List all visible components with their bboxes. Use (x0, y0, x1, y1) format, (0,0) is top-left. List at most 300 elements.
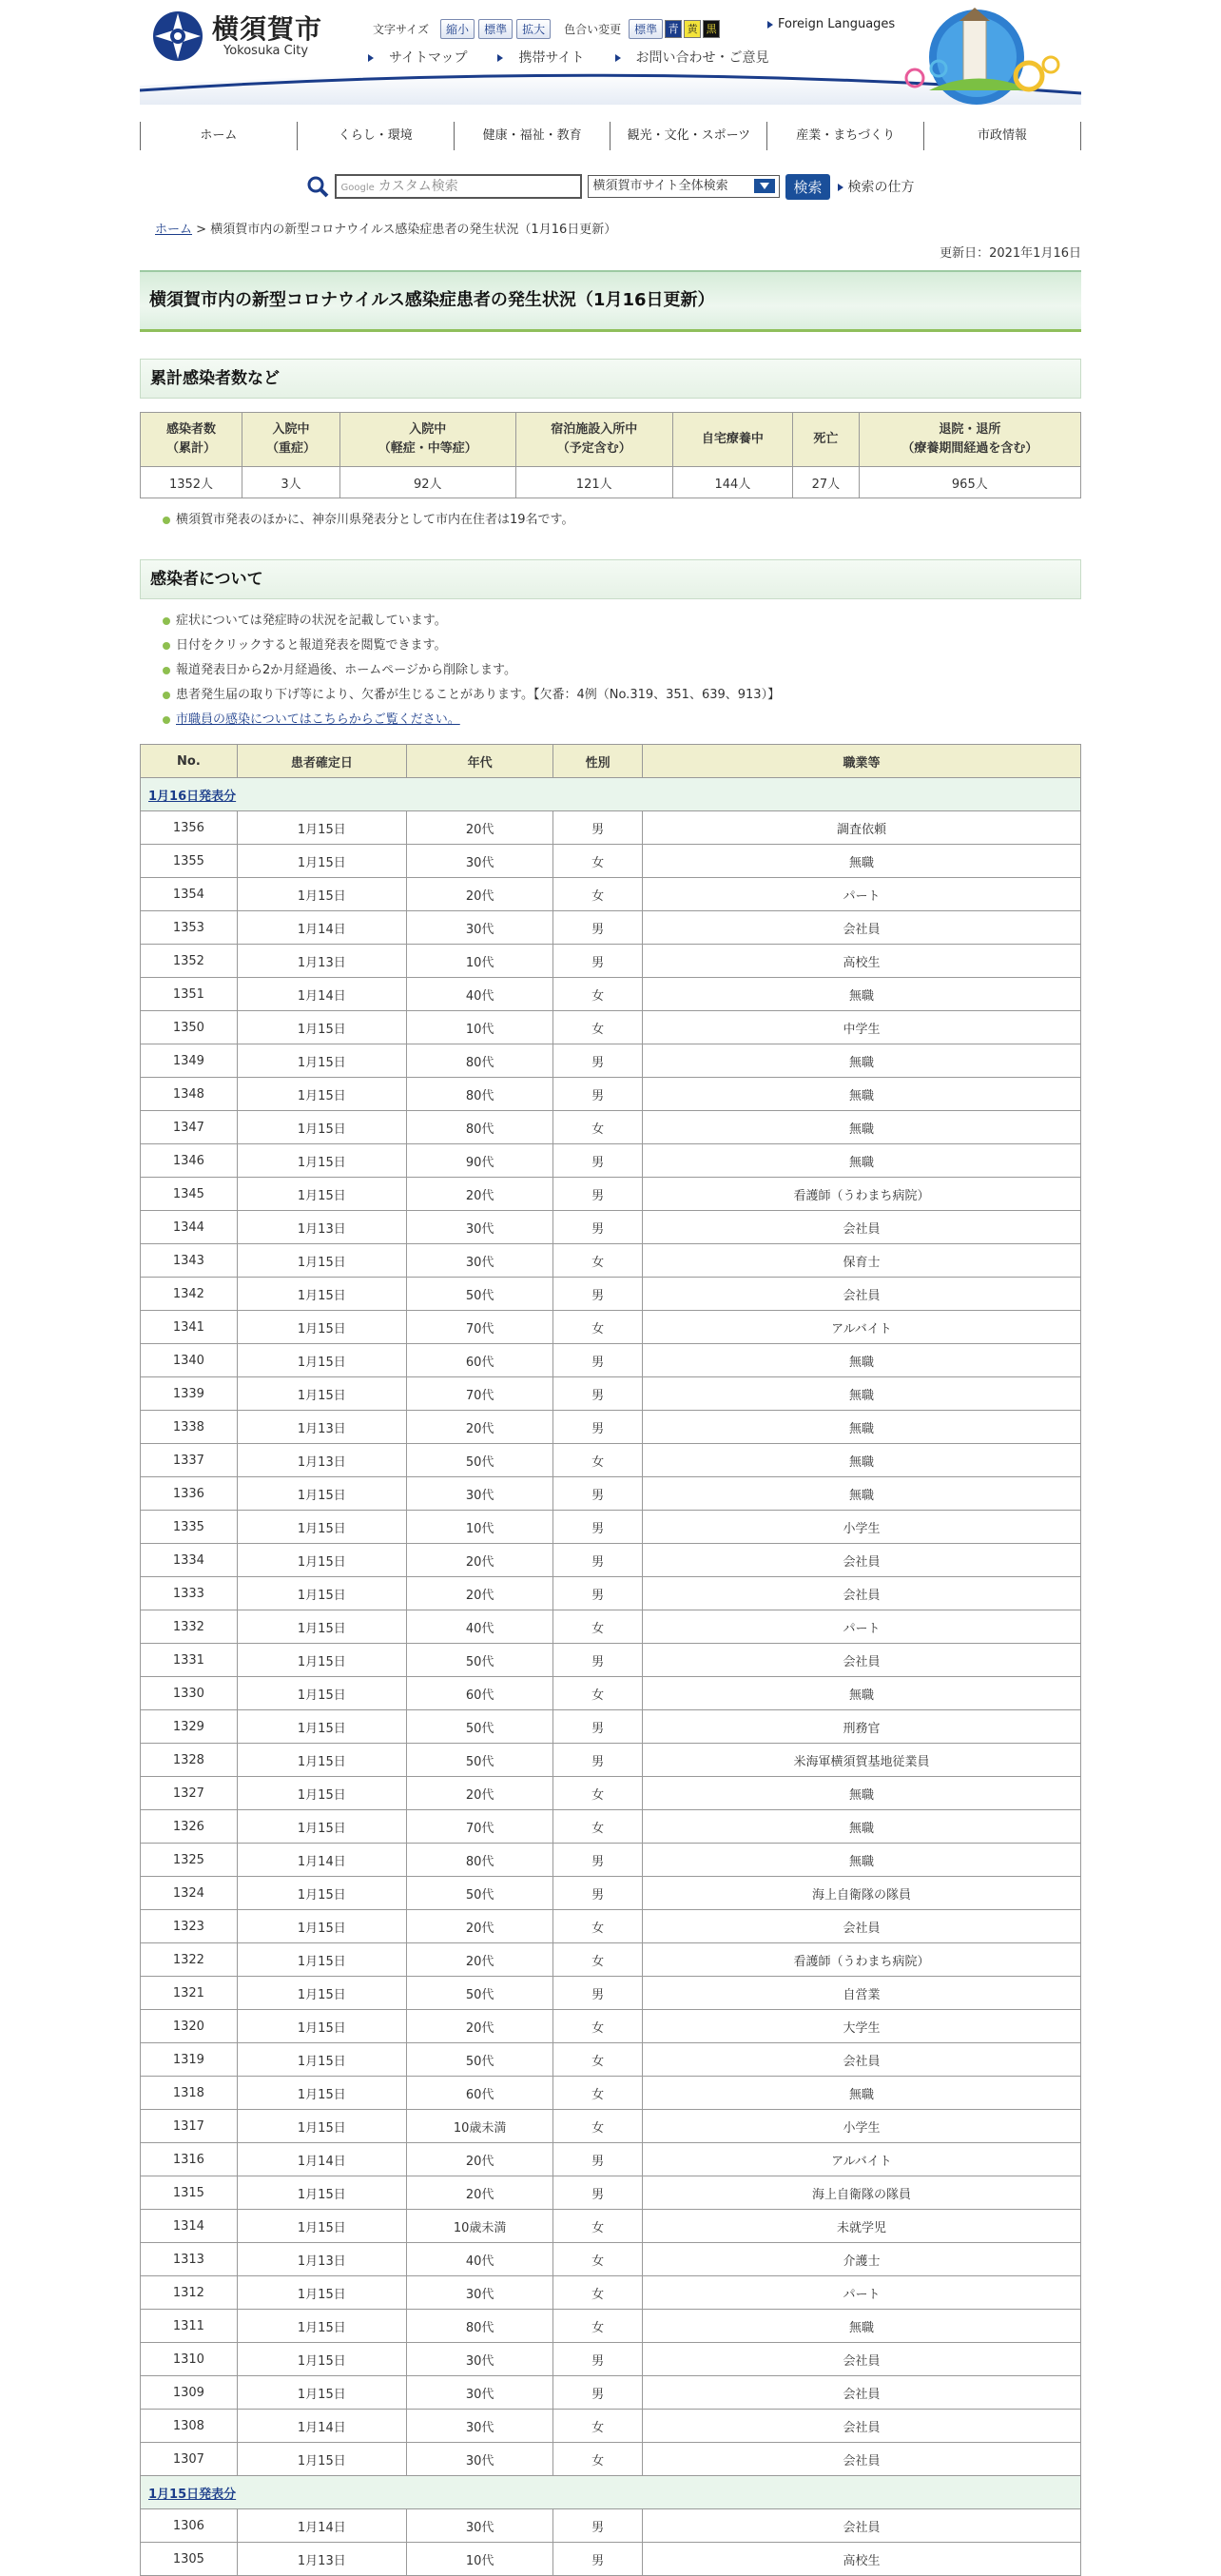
about-note: 報道発表日から2か月経過後、ホームページから削除します。 (163, 658, 1081, 683)
breadcrumb-separator: > (196, 223, 207, 237)
table-cell: 10歳未満 (406, 2110, 553, 2143)
table-cell: 1338 (141, 1411, 238, 1444)
breadcrumb-home[interactable]: ホーム (155, 223, 193, 237)
table-row (141, 2310, 1081, 2343)
sitemap-link[interactable]: サイトマップ (368, 48, 482, 67)
table-cell: 20代 (406, 2010, 553, 2043)
table-cell: 男 (553, 811, 643, 845)
summary-header-line: 入院中 (409, 422, 447, 437)
table-cell: 1309 (141, 2376, 238, 2410)
table-cell: 60代 (406, 1677, 553, 1710)
table-cell: 1305 (141, 2543, 238, 2576)
table-cell: 女 (553, 1910, 643, 1943)
table-cell: 1月15日 (237, 1710, 406, 1744)
nav-city-info[interactable]: 市政情報 (924, 122, 1081, 150)
table-cell: 無職 (642, 1844, 1080, 1877)
table-cell: 男 (553, 1877, 643, 1910)
table-cell: 30代 (406, 2376, 553, 2410)
table-row (141, 1111, 1081, 1144)
table-cell: 50代 (406, 2043, 553, 2077)
table-cell: 80代 (406, 2310, 553, 2343)
table-cell: 女 (553, 2410, 643, 2443)
table-cell: 1月15日 (237, 1511, 406, 1544)
table-cell: 1月15日 (237, 1777, 406, 1810)
table-cell: 小学生 (642, 2110, 1080, 2143)
table-row (141, 811, 1081, 845)
press-release-date-link[interactable]: 1月16日発表分 (148, 789, 237, 804)
table-cell: パート (642, 878, 1080, 911)
summary-header-sub: （療養期間経過を含む） (901, 441, 1038, 456)
table-cell: 30代 (406, 1477, 553, 1511)
table-cell: 60代 (406, 2077, 553, 2110)
table-cell: 1314 (141, 2210, 238, 2243)
table-cell: 20代 (406, 1777, 553, 1810)
table-cell: 20代 (406, 878, 553, 911)
table-cell: 調査依頼 (642, 811, 1080, 845)
table-cell: 1326 (141, 1810, 238, 1844)
table-cell: 1月15日 (237, 1810, 406, 1844)
table-cell: 海上自衛隊の隊員 (642, 1877, 1080, 1910)
table-cell: 刑務官 (642, 1710, 1080, 1744)
table-cell: アルバイト (642, 1311, 1080, 1344)
table-cell: 男 (553, 1211, 643, 1244)
table-cell: 1月14日 (237, 2410, 406, 2443)
table-cell: 1329 (141, 1710, 238, 1744)
table-cell: 1月15日 (237, 1477, 406, 1511)
summary-value-cell: 1352人 (141, 467, 242, 498)
accessibility-tools (373, 19, 720, 39)
table-cell: 看護師（うわまち病院） (642, 1178, 1080, 1211)
table-cell: 30代 (406, 2343, 553, 2376)
table-row (141, 1244, 1081, 1278)
cases-group-row (141, 778, 1081, 811)
nav-industry[interactable]: 産業・まちづくり (767, 122, 924, 150)
table-cell: 1324 (141, 1877, 238, 1910)
table-cell: パート (642, 1610, 1080, 1644)
table-row (141, 1610, 1081, 1644)
arrow-right-icon (368, 54, 374, 62)
table-cell: 1月15日 (237, 1144, 406, 1178)
table-cell: 大学生 (642, 2010, 1080, 2043)
table-cell: 1月15日 (237, 1344, 406, 1377)
table-cell: 1月15日 (237, 2010, 406, 2043)
table-row (141, 2243, 1081, 2276)
table-row (141, 1910, 1081, 1943)
table-cell: 1月15日 (237, 1044, 406, 1078)
table-cell: 30代 (406, 2509, 553, 2543)
table-cell: 1325 (141, 1844, 238, 1877)
table-cell: 40代 (406, 2243, 553, 2276)
table-cell: 会社員 (642, 1644, 1080, 1677)
table-row (141, 2043, 1081, 2077)
table-cell: 1月15日 (237, 1011, 406, 1044)
table-cell: 無職 (642, 1377, 1080, 1411)
table-cell: 1336 (141, 1477, 238, 1511)
arrow-right-icon (497, 54, 503, 62)
table-cell: 70代 (406, 1377, 553, 1411)
table-cell: 会社員 (642, 2410, 1080, 2443)
table-row (141, 1078, 1081, 1111)
table-cell: 1319 (141, 2043, 238, 2077)
table-row (141, 1044, 1081, 1078)
table-cell: 1月14日 (237, 911, 406, 945)
summary-value-row (141, 467, 1081, 498)
table-cell: 1320 (141, 2010, 238, 2043)
table-cell: 1333 (141, 1577, 238, 1610)
breadcrumb-current: 横須賀市内の新型コロナウイルス感染症患者の発生状況（1月16日更新） (210, 223, 617, 237)
table-row (141, 1677, 1081, 1710)
table-cell: 30代 (406, 2410, 553, 2443)
table-cell: 50代 (406, 1644, 553, 1677)
nav-tourism[interactable]: 観光・文化・スポーツ (610, 122, 767, 150)
table-cell: 会社員 (642, 2043, 1080, 2077)
table-cell: 高校生 (642, 945, 1080, 978)
table-row (141, 878, 1081, 911)
mobile-site-link[interactable]: 携帯サイト (497, 48, 599, 67)
table-cell: 男 (553, 2543, 643, 2576)
table-cell: 1343 (141, 1244, 238, 1278)
table-cell: 20代 (406, 1411, 553, 1444)
table-cell: 90代 (406, 1144, 553, 1178)
table-cell: 1318 (141, 2077, 238, 2110)
table-cell: 1月15日 (237, 811, 406, 845)
table-cell: 1334 (141, 1544, 238, 1577)
color-black-button[interactable]: 黒 (703, 20, 720, 38)
search-help-link[interactable]: 検索の仕方 (838, 177, 915, 196)
table-cell: 80代 (406, 1044, 553, 1078)
search-scope-select[interactable]: 横須賀市サイト全体検索 (588, 175, 780, 198)
table-cell: 30代 (406, 1211, 553, 1244)
table-cell: 1月15日 (237, 2443, 406, 2476)
table-cell: 1月15日 (237, 1977, 406, 2010)
table-cell: 会社員 (642, 1278, 1080, 1311)
table-cell: 50代 (406, 1744, 553, 1777)
site-search (140, 171, 1081, 202)
table-cell: 1331 (141, 1644, 238, 1677)
table-row (141, 1544, 1081, 1577)
table-cell: 女 (553, 1444, 643, 1477)
table-row (141, 2010, 1081, 2043)
table-cell: 1月15日 (237, 1877, 406, 1910)
cases-group-cell (141, 2476, 1081, 2509)
font-large-button[interactable]: 拡大 (516, 19, 551, 39)
table-cell: 1339 (141, 1377, 238, 1411)
table-cell: 無職 (642, 845, 1080, 878)
table-cell: 1月15日 (237, 1244, 406, 1278)
table-cell: 女 (553, 845, 643, 878)
table-cell: 女 (553, 1311, 643, 1344)
table-row (141, 2077, 1081, 2110)
table-cell: 1月15日 (237, 2077, 406, 2110)
table-cell: 男 (553, 1477, 643, 1511)
table-cell: 1353 (141, 911, 238, 945)
table-cell: 会社員 (642, 911, 1080, 945)
table-cell: 男 (553, 1844, 643, 1877)
font-small-button[interactable]: 縮小 (440, 19, 475, 39)
table-cell: 80代 (406, 1078, 553, 1111)
table-cell: 無職 (642, 1677, 1080, 1710)
table-row (141, 1311, 1081, 1344)
table-cell: 看護師（うわまち病院） (642, 1943, 1080, 1977)
table-cell: 会社員 (642, 1544, 1080, 1577)
table-row (141, 1943, 1081, 1977)
table-cell: 女 (553, 2276, 643, 2310)
table-cell: 女 (553, 878, 643, 911)
table-cell: 1月14日 (237, 2509, 406, 2543)
table-cell: 1月15日 (237, 845, 406, 878)
table-row (141, 2410, 1081, 2443)
table-cell: 女 (553, 2310, 643, 2343)
table-cell: 女 (553, 1610, 643, 1644)
summary-header-cell (793, 413, 860, 467)
table-cell: 1341 (141, 1311, 238, 1344)
cases-group-cell (141, 778, 1081, 811)
table-cell: 1月15日 (237, 1111, 406, 1144)
table-cell: 女 (553, 2210, 643, 2243)
table-cell: 男 (553, 1078, 643, 1111)
table-cell: 無職 (642, 978, 1080, 1011)
color-label: 色合い変更 (564, 23, 622, 36)
table-cell: 1350 (141, 1011, 238, 1044)
table-cell: 高校生 (642, 2543, 1080, 2576)
table-row (141, 1344, 1081, 1377)
table-cell: 1月15日 (237, 1577, 406, 1610)
table-row (141, 1411, 1081, 1444)
table-cell: 無職 (642, 1078, 1080, 1111)
header-links (368, 48, 800, 67)
table-row (141, 1211, 1081, 1244)
about-notes (163, 609, 1081, 732)
table-cell: 無職 (642, 1044, 1080, 1078)
table-cell: 会社員 (642, 2376, 1080, 2410)
city-logo[interactable] (151, 10, 322, 63)
table-cell: 女 (553, 2010, 643, 2043)
table-cell: 1月15日 (237, 2376, 406, 2410)
table-cell: 自営業 (642, 1977, 1080, 2010)
table-cell: 1月15日 (237, 1744, 406, 1777)
updated-date: 更新日：2021年1月16日 (940, 246, 1081, 261)
logo-japanese: 横須賀市 (212, 12, 323, 45)
logo-english: Yokosuka City (223, 43, 309, 58)
table-cell: 1月15日 (237, 2110, 406, 2143)
table-cell: 1321 (141, 1977, 238, 2010)
table-cell: 男 (553, 2376, 643, 2410)
color-yellow-button[interactable]: 黄 (684, 20, 701, 38)
cases-header-cell: 年代 (406, 745, 553, 778)
table-cell: 1317 (141, 2110, 238, 2143)
arrow-right-icon (615, 54, 621, 62)
table-cell: 1月13日 (237, 1211, 406, 1244)
staff-infection-link[interactable]: 市職員の感染についてはこちらからご覧ください。 (176, 712, 460, 727)
table-cell: 米海軍横須賀基地従業員 (642, 1744, 1080, 1777)
table-cell: 1349 (141, 1044, 238, 1078)
table-cell: 1311 (141, 2310, 238, 2343)
table-cell: 1330 (141, 1677, 238, 1710)
about-note: 症状については発症時の状況を記載しています。 (163, 609, 1081, 634)
table-cell: 無職 (642, 1411, 1080, 1444)
table-cell: 1月15日 (237, 2276, 406, 2310)
table-cell: 1月15日 (237, 1677, 406, 1710)
table-cell: 女 (553, 1677, 643, 1710)
summary-table (140, 412, 1081, 498)
table-cell: 10代 (406, 1011, 553, 1044)
table-cell: 男 (553, 945, 643, 978)
cases-header-row (141, 745, 1081, 778)
table-row (141, 2376, 1081, 2410)
table-row (141, 2210, 1081, 2243)
table-cell: 1354 (141, 878, 238, 911)
about-heading: 感染者について (140, 559, 1081, 599)
table-cell: 1313 (141, 2243, 238, 2276)
font-standard-button[interactable]: 標準 (478, 19, 513, 39)
foreign-languages-link[interactable]: Foreign Languages (767, 17, 895, 31)
table-row (141, 1144, 1081, 1178)
table-cell: 無職 (642, 1111, 1080, 1144)
table-cell: 女 (553, 1011, 643, 1044)
table-cell: 30代 (406, 911, 553, 945)
table-cell: 1月15日 (237, 1544, 406, 1577)
table-cell: 20代 (406, 1577, 553, 1610)
table-cell: 1332 (141, 1610, 238, 1644)
nav-home[interactable]: ホーム (141, 122, 298, 150)
search-button[interactable]: 検索 (785, 174, 829, 200)
table-cell: 1月13日 (237, 945, 406, 978)
summary-header-line: 死亡 (813, 432, 839, 446)
table-row (141, 1710, 1081, 1744)
summary-value-cell: 965人 (859, 467, 1080, 498)
table-cell: 1340 (141, 1344, 238, 1377)
table-cell: 無職 (642, 1344, 1080, 1377)
table-row (141, 1377, 1081, 1411)
table-cell: 1月15日 (237, 1943, 406, 1977)
page (140, 0, 1081, 2576)
summary-notes (163, 508, 1081, 533)
table-row (141, 2443, 1081, 2476)
table-cell: 50代 (406, 1977, 553, 2010)
table-row (141, 1810, 1081, 1844)
table-cell: 1345 (141, 1178, 238, 1211)
table-cell: 無職 (642, 1810, 1080, 1844)
table-cell: 女 (553, 1810, 643, 1844)
press-release-date-link[interactable]: 1月15日発表分 (148, 2487, 237, 2502)
table-cell: 男 (553, 2176, 643, 2210)
table-cell: 小学生 (642, 1511, 1080, 1544)
table-cell: 1月15日 (237, 1610, 406, 1644)
summary-header-row (141, 413, 1081, 467)
table-cell: 未就学児 (642, 2210, 1080, 2243)
table-row (141, 945, 1081, 978)
table-cell: 男 (553, 1278, 643, 1311)
table-cell: 1335 (141, 1511, 238, 1544)
table-cell: 1306 (141, 2509, 238, 2543)
table-cell: 40代 (406, 1610, 553, 1644)
about-note: 日付をクリックすると報道発表を閲覧できます。 (163, 634, 1081, 658)
search-input[interactable]: Google カスタム検索 (335, 174, 582, 199)
table-cell: 1月15日 (237, 1311, 406, 1344)
table-cell: 男 (553, 1511, 643, 1544)
table-row (141, 2543, 1081, 2576)
summary-value-cell: 27人 (793, 467, 860, 498)
table-cell: 介護士 (642, 2243, 1080, 2276)
table-cell: 30代 (406, 2276, 553, 2310)
search-icon (306, 175, 329, 198)
contact-link[interactable]: お問い合わせ・ご意見 (615, 48, 785, 67)
color-blue-button[interactable]: 青 (665, 20, 682, 38)
summary-note: 横須賀市発表のほかに、神奈川県発表分として市内在住者は19名です。 (163, 508, 1081, 533)
summary-header-sub: （軽症・中等症） (378, 441, 477, 456)
table-cell: 1344 (141, 1211, 238, 1244)
summary-header-sub: （重症） (265, 441, 316, 456)
table-cell: 20代 (406, 2176, 553, 2210)
summary-header-line: 感染者数 (166, 422, 217, 437)
table-cell: 男 (553, 1344, 643, 1377)
table-cell: 中学生 (642, 1011, 1080, 1044)
summary-header-line: 自宅療養中 (701, 432, 764, 446)
table-cell: 70代 (406, 1311, 553, 1344)
table-cell: 女 (553, 1943, 643, 1977)
table-cell: 50代 (406, 1710, 553, 1744)
table-cell: 1342 (141, 1278, 238, 1311)
table-row (141, 1644, 1081, 1677)
table-cell: 20代 (406, 1178, 553, 1211)
table-cell: アルバイト (642, 2143, 1080, 2176)
table-cell: 30代 (406, 1244, 553, 1278)
table-cell: 会社員 (642, 1211, 1080, 1244)
table-row (141, 2343, 1081, 2376)
chevron-down-icon (754, 179, 775, 193)
table-cell: 1351 (141, 978, 238, 1011)
table-cell: 70代 (406, 1810, 553, 1844)
summary-header-line: 宿泊施設入所中 (551, 422, 638, 437)
nav-health[interactable]: 健康・福祉・教育 (455, 122, 611, 150)
breadcrumb (155, 219, 1081, 237)
table-cell: 1月15日 (237, 2043, 406, 2077)
table-cell: 20代 (406, 2143, 553, 2176)
summary-header-cell (141, 413, 242, 467)
table-cell: 男 (553, 1577, 643, 1610)
table-cell: 男 (553, 1744, 643, 1777)
table-cell: 1308 (141, 2410, 238, 2443)
table-cell: 1347 (141, 1111, 238, 1144)
table-cell: 1月15日 (237, 2210, 406, 2243)
table-cell: 50代 (406, 1444, 553, 1477)
table-cell: 男 (553, 1044, 643, 1078)
table-cell: 1月15日 (237, 1078, 406, 1111)
table-cell: 男 (553, 1644, 643, 1677)
table-row (141, 2509, 1081, 2543)
table-cell: 女 (553, 2443, 643, 2476)
table-cell: 1352 (141, 945, 238, 978)
table-cell: 海上自衛隊の隊員 (642, 2176, 1080, 2210)
table-row (141, 2110, 1081, 2143)
table-cell: 1月15日 (237, 2310, 406, 2343)
nav-living[interactable]: くらし・環境 (298, 122, 455, 150)
global-nav (140, 122, 1081, 150)
table-cell: 男 (553, 1977, 643, 2010)
summary-header-cell (339, 413, 515, 467)
table-cell: 10代 (406, 1511, 553, 1544)
table-cell: 10歳未満 (406, 2210, 553, 2243)
table-cell: 会社員 (642, 2343, 1080, 2376)
table-row (141, 1777, 1081, 1810)
table-row (141, 1278, 1081, 1311)
table-cell: 80代 (406, 1111, 553, 1144)
table-cell: 1月15日 (237, 1644, 406, 1677)
color-standard-button[interactable]: 標準 (629, 19, 663, 39)
table-cell: 保育士 (642, 1244, 1080, 1278)
table-cell: 1月15日 (237, 1178, 406, 1211)
about-note-link-item (163, 708, 1081, 732)
